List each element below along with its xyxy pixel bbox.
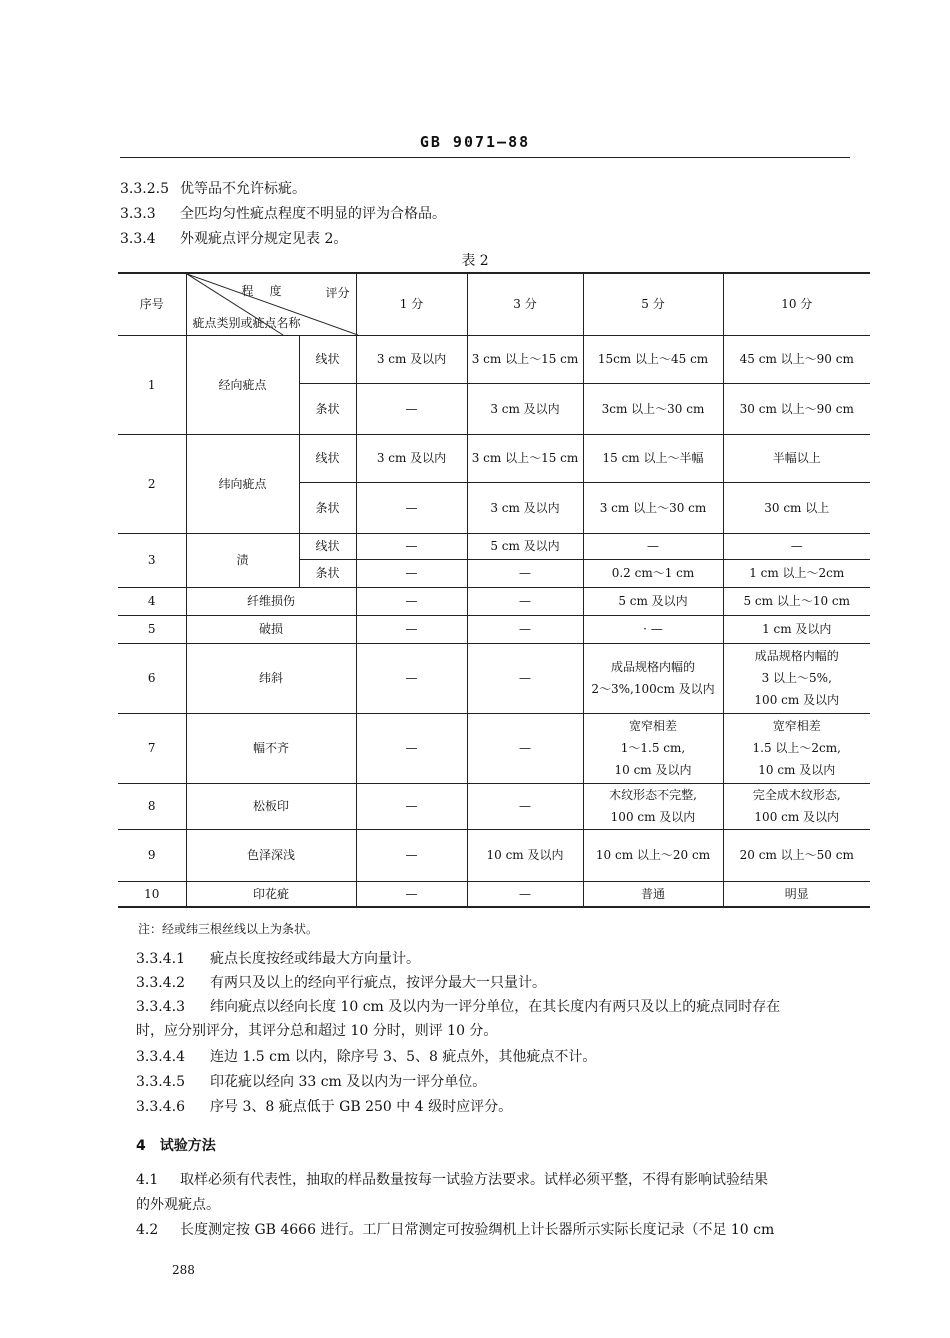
diag-degree-label: 程 度 [241,284,284,298]
cell-score-5: 0.2 cm～1 cm [583,559,723,587]
row-subtype: 条状 [299,559,356,587]
paragraph-3-3-4-6 [136,1096,512,1116]
table-row [118,335,870,383]
cell-score-3: — [467,615,583,643]
table-row [118,829,870,881]
cell-score-5: 10 cm 以上～20 cm [583,829,723,881]
cell-score-5: 15 cm 以上～半幅 [583,434,723,482]
clause-text: 有两只及以上的经向平行疵点，按评分最大一只量计。 [210,975,546,991]
row-defect-name: 破损 [186,615,356,643]
cell-score-3: — [467,783,583,829]
clause-text: 印花疵以经向 33 cm 及以内为一评分单位。 [210,1074,487,1090]
diag-score-label: 评分 [325,286,350,300]
table-row [118,587,870,615]
cell-score-5: 3 cm 以上～30 cm [583,482,723,533]
paragraph-4-1-continued: 的外观疵点。 [136,1197,220,1213]
cell-score-3: — [467,881,583,907]
cell-score-10: 明显 [723,881,870,907]
cell-score-1: — [356,482,467,533]
defect-scoring-table [118,272,870,908]
row-seq: 3 [118,533,186,587]
clause-number: 3.3.4.6 [136,1099,185,1115]
row-seq: 7 [118,713,186,783]
cell-score-10: 宽窄相差 1.5 以上～2cm, 10 cm 及以内 [723,713,870,783]
paragraph-4-1 [136,1169,768,1189]
cell-score-1: — [356,533,467,559]
cell-score-1: — [356,643,467,713]
clause-number: 3.3.4.4 [136,1049,185,1065]
clause-number: 4.2 [136,1222,159,1238]
cell-score-3: — [467,713,583,783]
clause-text: 取样必须有代表性，抽取的样品数量按每一试验方法要求。试样必须平整，不得有影响试验结果 [180,1172,768,1188]
cell-score-1: — [356,783,467,829]
row-defect-name: 印花疵 [186,881,356,907]
cell-score-3: 3 cm 及以内 [467,383,583,434]
table-caption: 表 2 [461,253,489,269]
cell-score-5: 成品规格内幅的 2～3%,100cm 及以内 [583,643,723,713]
cell-score-3: — [467,559,583,587]
clause-text: 疵点长度按经或纬最大方向量计。 [210,951,420,967]
cell-score-5: — [583,533,723,559]
cell-score-1: — [356,713,467,783]
cell-score-1: — [356,881,467,907]
cell-score-10: — [723,533,870,559]
cell-score-10: 30 cm 以上 [723,482,870,533]
cell-score-1: 3 cm 及以内 [356,434,467,482]
cell-score-10: 1 cm 以上～2cm [723,559,870,587]
row-seq: 10 [118,881,186,907]
row-defect-name: 纤维损伤 [186,587,356,615]
cell-score-5: 木纹形态不完整, 100 cm 及以内 [583,783,723,829]
row-subtype: 线状 [299,533,356,559]
clause-text: 纬向疵点以经向长度 10 cm 及以内为一评分单位，在其长度内有两只及以上的疵点同时存在 [210,999,781,1015]
row-defect-name: 经向疵点 [186,335,299,434]
paragraph-3-3-4 [120,228,347,248]
cell-score-10: 1 cm 及以内 [723,615,870,643]
header-seq: 序号 [118,273,186,335]
clause-number: 3.3.4 [120,231,156,247]
header-score-5: 5 分 [583,273,723,335]
cell-score-3: 5 cm 及以内 [467,533,583,559]
header-diagonal-cell [186,273,356,335]
cell-score-10: 20 cm 以上～50 cm [723,829,870,881]
row-seq: 2 [118,434,186,533]
paragraph-3-3-4-2 [136,972,546,992]
paragraph-3-3-2-5 [120,178,306,198]
cell-score-1: — [356,615,467,643]
table-row [118,783,870,829]
row-defect-name: 幅不齐 [186,713,356,783]
header-score-10: 10 分 [723,273,870,335]
table-row [118,533,870,559]
header-score-1: 1 分 [356,273,467,335]
cell-score-3: — [467,587,583,615]
paragraph-4-2 [136,1219,774,1239]
cell-score-5: 15cm 以上～45 cm [583,335,723,383]
row-subtype: 线状 [299,434,356,482]
table-row [118,643,870,713]
paragraph-3-3-4-4 [136,1046,596,1066]
cell-score-5: 普通 [583,881,723,907]
table-header-row [118,273,870,335]
paragraph-3-3-4-3 [136,996,780,1016]
cell-score-5: 宽窄相差 1～1.5 cm, 10 cm 及以内 [583,713,723,783]
cell-score-5: 5 cm 及以内 [583,587,723,615]
cell-score-3: — [467,643,583,713]
page-number: 288 [172,1263,195,1277]
clause-text: 优等品不允许标疵。 [180,181,306,197]
cell-score-5: 3cm 以上～30 cm [583,383,723,434]
clause-number: 3.3.2.5 [120,181,169,197]
cell-score-3: 3 cm 以上～15 cm [467,335,583,383]
clause-number: 3.3.4.2 [136,975,185,991]
row-subtype: 线状 [299,335,356,383]
table-row [118,434,870,482]
row-defect-name: 松板印 [186,783,356,829]
row-defect-name: 纬向疵点 [186,434,299,533]
row-seq: 6 [118,643,186,713]
row-seq: 5 [118,615,186,643]
row-seq: 8 [118,783,186,829]
header-rule [120,157,850,158]
header-score-3: 3 分 [467,273,583,335]
clause-text: 外观疵点评分规定见表 2。 [180,231,348,247]
cell-score-3: 3 cm 及以内 [467,482,583,533]
cell-score-1: — [356,559,467,587]
clause-number: 3.3.4.3 [136,999,185,1015]
clause-text: 连边 1.5 cm 以内，除序号 3、5、8 疵点外，其他疵点不计。 [210,1049,597,1065]
row-defect-name: 色泽深浅 [186,829,356,881]
cell-score-10: 半幅以上 [723,434,870,482]
cell-score-10: 成品规格内幅的 3 以上～5%, 100 cm 及以内 [723,643,870,713]
paragraph-3-3-4-1 [136,948,420,968]
cell-score-1: 3 cm 及以内 [356,335,467,383]
clause-text: 长度测定按 GB 4666 进行。工厂日常测定可按验绸机上计长器所示实际长度记录（不足 10 cm [180,1222,775,1238]
row-subtype: 条状 [299,383,356,434]
cell-score-10: 45 cm 以上～90 cm [723,335,870,383]
clause-number: 3.3.3 [120,206,156,222]
paragraph-3-3-4-5 [136,1071,486,1091]
row-seq: 4 [118,587,186,615]
cell-score-3: 3 cm 以上～15 cm [467,434,583,482]
table-row [118,615,870,643]
clause-number: 3.3.4.1 [136,951,185,967]
row-defect-name: 渍 [186,533,299,587]
cell-score-1: — [356,587,467,615]
diag-category-label: 疵点类别或疵点名称 [192,316,301,330]
clause-text: 序号 3、8 疵点低于 GB 250 中 4 级时应评分。 [210,1099,513,1115]
row-defect-name: 纬斜 [186,643,356,713]
table-note: 注：经或纬三根丝线以上为条状。 [138,922,319,936]
section-4-title: 4 试验方法 [136,1138,216,1154]
cell-score-1: — [356,383,467,434]
table-row [118,881,870,907]
row-subtype: 条状 [299,482,356,533]
clause-number: 4.1 [136,1172,159,1188]
table-row [118,713,870,783]
document-header: GB 9071—88 [419,133,531,151]
cell-score-3: 10 cm 及以内 [467,829,583,881]
cell-score-1: — [356,829,467,881]
paragraph-3-3-3 [120,203,446,223]
cell-score-5: · — [583,615,723,643]
cell-score-10: 5 cm 以上～10 cm [723,587,870,615]
cell-score-10: 完全成木纹形态, 100 cm 及以内 [723,783,870,829]
clause-text: 全匹均匀性疵点程度不明显的评为合格品。 [180,206,446,222]
clause-number: 3.3.4.5 [136,1074,185,1090]
cell-score-10: 30 cm 以上～90 cm [723,383,870,434]
paragraph-3-3-4-3-continued: 时，应分别评分，其评分总和超过 10 分时，则评 10 分。 [136,1023,498,1039]
row-seq: 9 [118,829,186,881]
row-seq: 1 [118,335,186,434]
